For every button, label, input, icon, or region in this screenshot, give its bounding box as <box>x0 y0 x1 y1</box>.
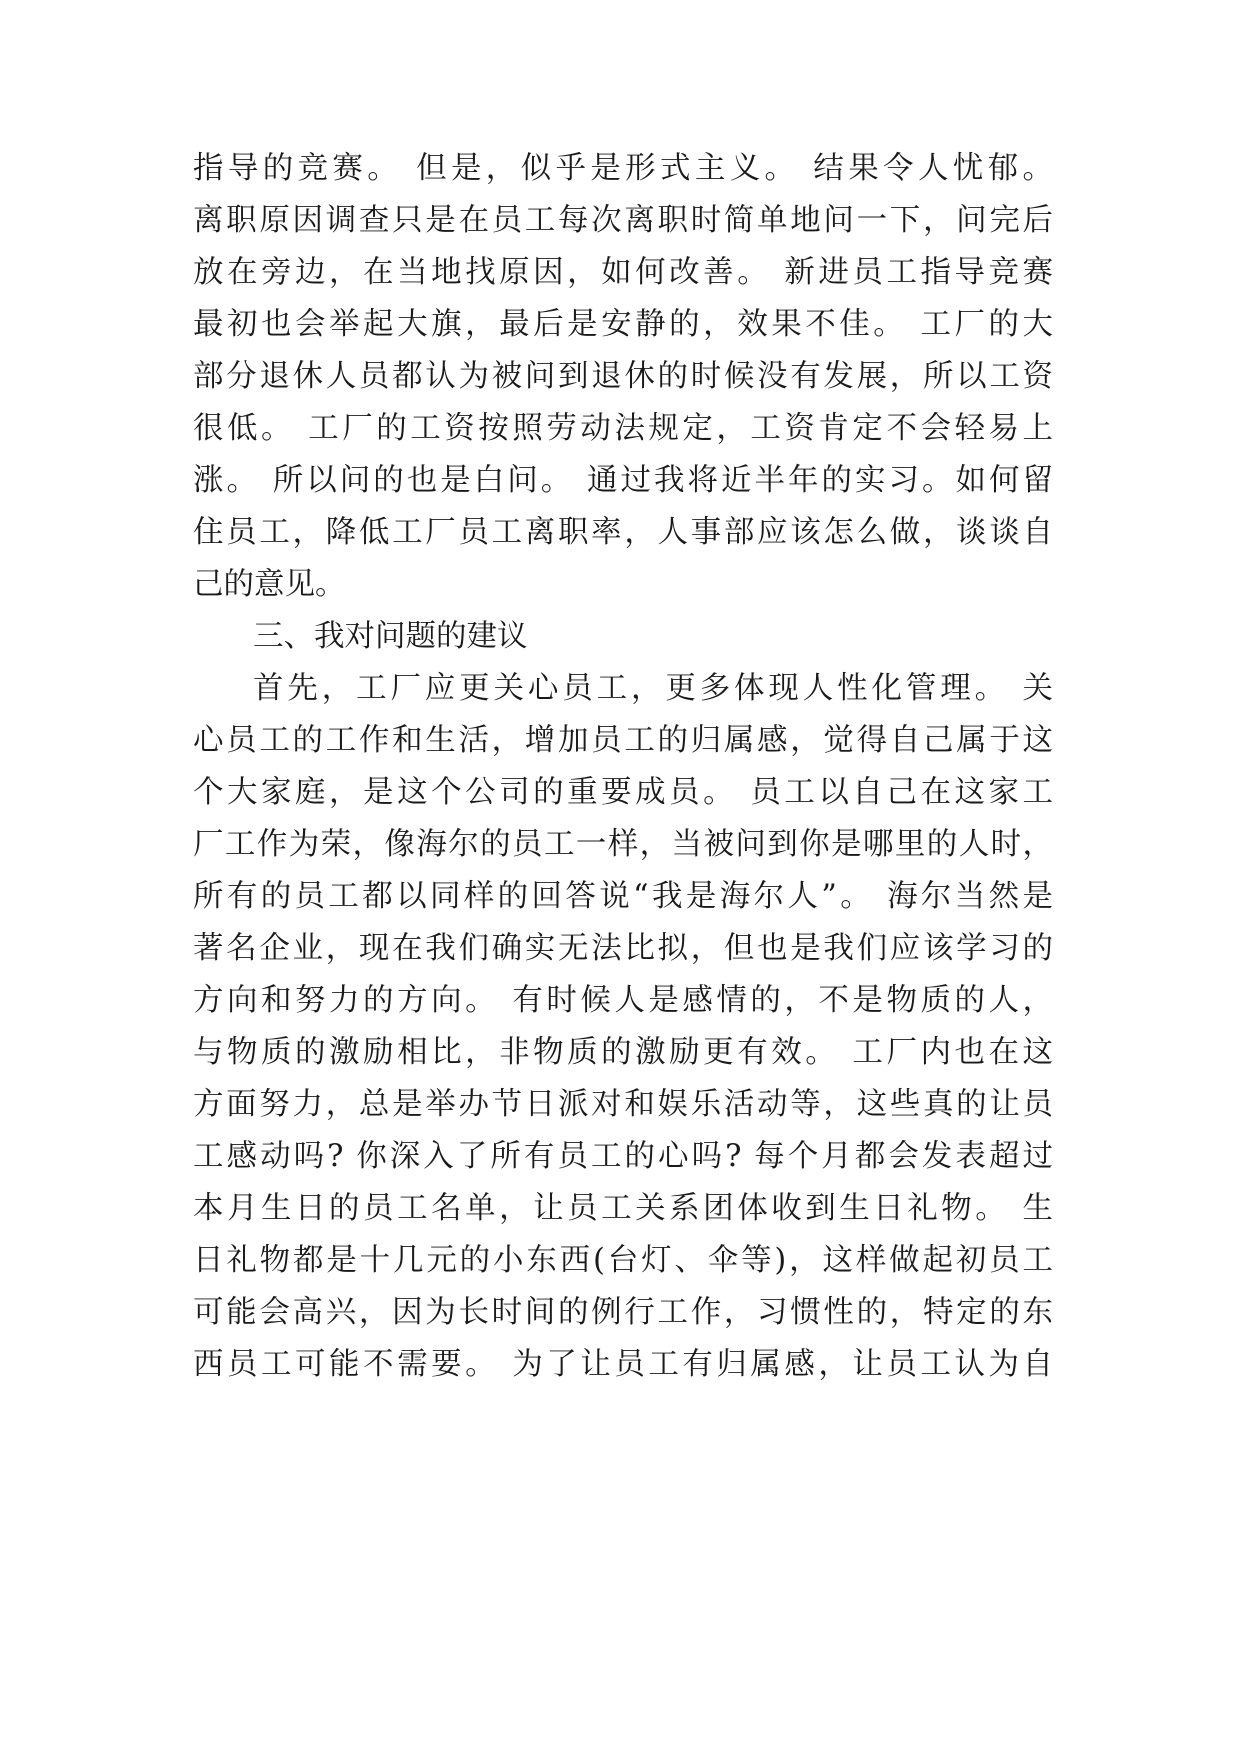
text-line-14: 厂工作为荣，像海尔的员工一样，当被问到你是哪里的人时， <box>193 827 1053 862</box>
text-line-13: 个大家庭，是这个公司的重要成员。 员工以自己在这家工 <box>193 775 1053 810</box>
text-line-19: 方面努力，总是举办节日派对和娱乐活动等，这些真的让员 <box>193 1087 1053 1122</box>
section-heading: 三、我对问题的建议 <box>253 619 528 654</box>
text-line-5: 部分退休人员都认为被问到退休的时候没有发展，所以工资 <box>193 359 1053 394</box>
text-line-12: 心员工的工作和生活，增加员工的归属感，觉得自己属于这 <box>193 723 1053 758</box>
text-line-20: 工感动吗? 你深入了所有员工的心吗? 每个月都会发表超过 <box>193 1139 1053 1174</box>
text-line-3: 放在旁边，在当地找原因，如何改善。 新进员工指导竞赛 <box>193 255 1053 290</box>
text-line-8: 住员工，降低工厂员工离职率，人事部应该怎么做，谈谈自 <box>193 515 1053 550</box>
text-line-2: 离职原因调查只是在员工每次离职时简单地问一下，问完后 <box>193 203 1053 238</box>
text-line-18: 与物质的激励相比，非物质的激励更有效。 工厂内也在这 <box>193 1035 1053 1070</box>
text-line-15: 所有的员工都以同样的回答说“我是海尔人”。 海尔当然是 <box>193 879 1053 914</box>
text-line-23: 可能会高兴，因为长时间的例行工作，习惯性的，特定的东 <box>193 1295 1053 1330</box>
text-line-16: 著名企业，现在我们确实无法比拟，但也是我们应该学习的 <box>193 931 1053 966</box>
text-line-9: 己的意见。 <box>193 567 346 602</box>
text-line-17: 方向和努力的方向。 有时候人是感情的，不是物质的人， <box>193 983 1053 1018</box>
paragraph-first-line: 首先，工厂应更关心员工，更多体现人性化管理。 关 <box>253 671 1053 706</box>
text-line-1: 指导的竞赛。 但是，似乎是形式主义。 结果令人忧郁。 <box>193 151 1053 186</box>
text-line-4: 最初也会举起大旗，最后是安静的，效果不佳。 工厂的大 <box>193 307 1053 342</box>
text-line-6: 很低。 工厂的工资按照劳动法规定，工资肯定不会轻易上 <box>193 411 1053 446</box>
text-line-7: 涨。 所以问的也是白问。 通过我将近半年的实习。如何留 <box>193 463 1053 498</box>
text-line-21: 本月生日的员工名单，让员工关系团体收到生日礼物。 生 <box>193 1191 1053 1226</box>
text-line-22: 日礼物都是十几元的小东西(台灯、伞等)，这样做起初员工 <box>193 1243 1053 1278</box>
text-line-24: 西员工可能不需要。 为了让员工有归属感，让员工认为自 <box>193 1347 1053 1382</box>
